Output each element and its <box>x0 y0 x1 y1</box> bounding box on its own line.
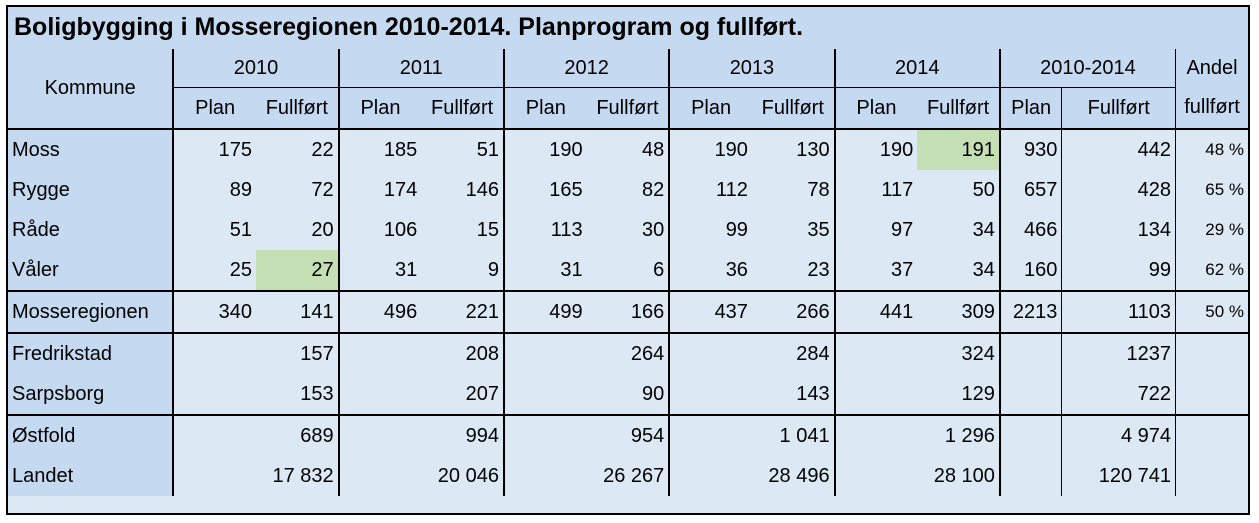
header-fullfort: Fullført <box>752 88 835 130</box>
header-fullfort: Fullført <box>587 88 670 130</box>
header-fullfort: Fullført <box>421 88 504 130</box>
cell-fullfort-total: 134 <box>1062 210 1176 250</box>
table-frame <box>6 5 1250 515</box>
row-label: Rygge <box>8 170 173 210</box>
cell-fullfort: 82 <box>587 170 670 210</box>
cell-plan <box>173 374 256 415</box>
cell-fullfort: 28 496 <box>752 456 835 496</box>
cell-plan: 190 <box>714 138 748 161</box>
table-row <box>8 170 1248 210</box>
cell-andel <box>1176 415 1248 456</box>
header-plan: Plan <box>173 88 256 130</box>
cell-plan: 31 <box>560 258 583 281</box>
cell-fullfort: 78 <box>752 170 835 210</box>
header-kommune: Kommune <box>8 49 173 129</box>
cell-plan-total <box>1000 456 1062 496</box>
row-label: Våler <box>8 250 173 291</box>
cell-plan-total: 930 <box>1000 129 1062 170</box>
cell-andel: 65 % <box>1205 180 1244 199</box>
table-row-total <box>8 291 1248 333</box>
cell-fullfort: 207 <box>421 374 504 415</box>
cell-plan: 190 <box>549 138 583 161</box>
cell-plan-total <box>1000 374 1062 415</box>
cell-plan <box>504 374 587 415</box>
cell-fullfort: 50 <box>917 170 1000 210</box>
header-plan: Plan <box>504 88 587 130</box>
cell-fullfort: 15 <box>421 210 504 250</box>
cell-plan-total: 466 <box>1000 210 1062 250</box>
cell-plan-total: 657 <box>1000 170 1062 210</box>
header-year: 2010 <box>173 49 338 88</box>
header-year: 2014 <box>835 49 1000 88</box>
cell-plan <box>669 456 752 496</box>
cell-fullfort: 1 041 <box>752 415 835 456</box>
row-label: Landet <box>8 456 173 496</box>
cell-fullfort-total: 1103 <box>1062 291 1176 333</box>
header-year: 2011 <box>339 49 504 88</box>
cell-fullfort: 153 <box>256 374 339 415</box>
cell-fullfort: 9 <box>421 250 504 291</box>
header-fullfort: Fullført <box>256 88 339 130</box>
table-title: Boligbygging i Mosseregionen 2010-2014. Planprogram og fullført. <box>14 13 804 41</box>
cell-fullfort: 72 <box>256 170 339 210</box>
header-year: 2013 <box>669 49 834 88</box>
cell-fullfort: 34 <box>917 210 1000 250</box>
table-row <box>8 250 1248 291</box>
cell-plan <box>669 333 752 374</box>
cell-fullfort-total: 428 <box>1062 170 1176 210</box>
cell-fullfort: 23 <box>752 250 835 291</box>
cell-plan-total: 160 <box>1000 250 1062 291</box>
row-label: Fredrikstad <box>8 333 173 374</box>
cell-fullfort-total: 722 <box>1062 374 1176 415</box>
table-row <box>8 333 1248 374</box>
cell-fullfort: 17 832 <box>256 456 339 496</box>
cell-plan-total: 2213 <box>1000 291 1062 333</box>
cell-plan-total <box>1000 333 1062 374</box>
header-fullfort: Fullført <box>917 88 1000 130</box>
cell-plan: 31 <box>395 258 418 281</box>
cell-plan: 499 <box>504 291 587 333</box>
table-row <box>8 129 1248 170</box>
cell-fullfort: 20 046 <box>421 456 504 496</box>
cell-plan: 97 <box>891 218 914 241</box>
cell-fullfort: 22 <box>256 129 339 170</box>
header-plan: Plan <box>835 88 918 130</box>
cell-plan <box>835 333 918 374</box>
row-label: Mosseregionen <box>8 291 173 333</box>
cell-andel: 48 % <box>1205 140 1244 159</box>
cell-andel: 50 % <box>1176 291 1248 333</box>
cell-fullfort: 141 <box>256 291 339 333</box>
header-plan: Plan <box>339 88 422 130</box>
cell-fullfort: 146 <box>421 170 504 210</box>
cell-fullfort: 954 <box>587 415 670 456</box>
cell-plan <box>835 415 918 456</box>
cell-plan <box>669 415 752 456</box>
cell-plan: 106 <box>383 218 418 241</box>
cell-fullfort-highlighted: 27 <box>256 250 339 291</box>
cell-plan: 190 <box>879 138 914 161</box>
header-period: 2010-2014 <box>1000 49 1176 88</box>
cell-fullfort-total: 1237 <box>1062 333 1176 374</box>
cell-plan <box>504 415 587 456</box>
cell-plan: 113 <box>550 218 583 241</box>
cell-fullfort: 157 <box>256 333 339 374</box>
cell-plan: 99 <box>725 218 748 241</box>
cell-andel: 29 % <box>1205 220 1244 239</box>
cell-fullfort-total: 442 <box>1062 129 1176 170</box>
cell-plan <box>835 456 918 496</box>
cell-plan: 175 <box>218 138 252 161</box>
header-fullfort: Fullført <box>1062 88 1176 130</box>
header-year: 2012 <box>504 49 669 88</box>
cell-plan <box>173 333 256 374</box>
cell-plan <box>339 456 422 496</box>
cell-fullfort: 30 <box>587 210 670 250</box>
cell-andel: 62 % <box>1205 260 1244 279</box>
cell-plan: 496 <box>339 291 422 333</box>
header-andel-line2: fullført <box>1176 88 1248 130</box>
cell-plan: 185 <box>383 138 418 161</box>
cell-plan <box>173 415 256 456</box>
cell-fullfort-total: 120 741 <box>1062 456 1176 496</box>
cell-plan: 89 <box>229 178 252 201</box>
cell-fullfort: 324 <box>917 333 1000 374</box>
table-row <box>8 210 1248 250</box>
cell-plan: 112 <box>716 178 748 201</box>
table-row <box>8 456 1248 496</box>
cell-fullfort: 994 <box>421 415 504 456</box>
table-row <box>8 415 1248 456</box>
cell-plan <box>173 456 256 496</box>
row-label: Råde <box>8 210 173 250</box>
cell-plan: 117 <box>881 178 914 201</box>
cell-fullfort-total: 99 <box>1062 250 1176 291</box>
cell-fullfort: 284 <box>752 333 835 374</box>
cell-fullfort: 143 <box>752 374 835 415</box>
data-table <box>8 49 1248 496</box>
cell-plan <box>669 374 752 415</box>
cell-fullfort: 20 <box>256 210 339 250</box>
title-bar <box>8 7 1248 51</box>
cell-plan <box>339 415 422 456</box>
header-plan: Plan <box>669 88 752 130</box>
cell-fullfort: 28 100 <box>917 456 1000 496</box>
cell-andel <box>1176 374 1248 415</box>
cell-fullfort: 35 <box>752 210 835 250</box>
table-row <box>8 374 1248 415</box>
cell-plan: 165 <box>549 178 583 201</box>
cell-fullfort: 51 <box>421 129 504 170</box>
cell-fullfort: 221 <box>421 291 504 333</box>
cell-plan: 441 <box>835 291 918 333</box>
cell-andel <box>1176 456 1248 496</box>
cell-fullfort: 166 <box>587 291 670 333</box>
cell-fullfort: 266 <box>752 291 835 333</box>
cell-fullfort: 1 296 <box>917 415 1000 456</box>
cell-fullfort-highlighted: 191 <box>917 129 1000 170</box>
cell-fullfort: 264 <box>587 333 670 374</box>
cell-fullfort: 129 <box>917 374 1000 415</box>
cell-fullfort: 34 <box>917 250 1000 291</box>
cell-plan: 51 <box>229 218 252 241</box>
cell-fullfort-total: 4 974 <box>1062 415 1176 456</box>
cell-fullfort: 26 267 <box>587 456 670 496</box>
cell-plan <box>504 456 587 496</box>
cell-fullfort: 309 <box>917 291 1000 333</box>
header-plan: Plan <box>1000 88 1062 130</box>
row-label: Østfold <box>8 415 173 456</box>
cell-andel <box>1176 333 1248 374</box>
cell-fullfort: 689 <box>256 415 339 456</box>
cell-fullfort: 48 <box>587 129 670 170</box>
header-andel: Andel <box>1176 49 1248 88</box>
cell-plan: 36 <box>725 258 748 281</box>
cell-plan <box>835 374 918 415</box>
cell-plan <box>339 333 422 374</box>
cell-plan <box>504 333 587 374</box>
cell-plan: 437 <box>669 291 752 333</box>
cell-fullfort: 6 <box>587 250 670 291</box>
row-label: Sarpsborg <box>8 374 173 415</box>
cell-plan <box>339 374 422 415</box>
cell-plan-total <box>1000 415 1062 456</box>
cell-fullfort: 130 <box>752 129 835 170</box>
cell-plan: 340 <box>173 291 256 333</box>
cell-plan: 174 <box>383 178 418 201</box>
cell-plan: 37 <box>891 258 914 281</box>
cell-fullfort: 90 <box>587 374 670 415</box>
row-label: Moss <box>8 129 173 170</box>
cell-plan: 25 <box>229 258 252 281</box>
cell-fullfort: 208 <box>421 333 504 374</box>
